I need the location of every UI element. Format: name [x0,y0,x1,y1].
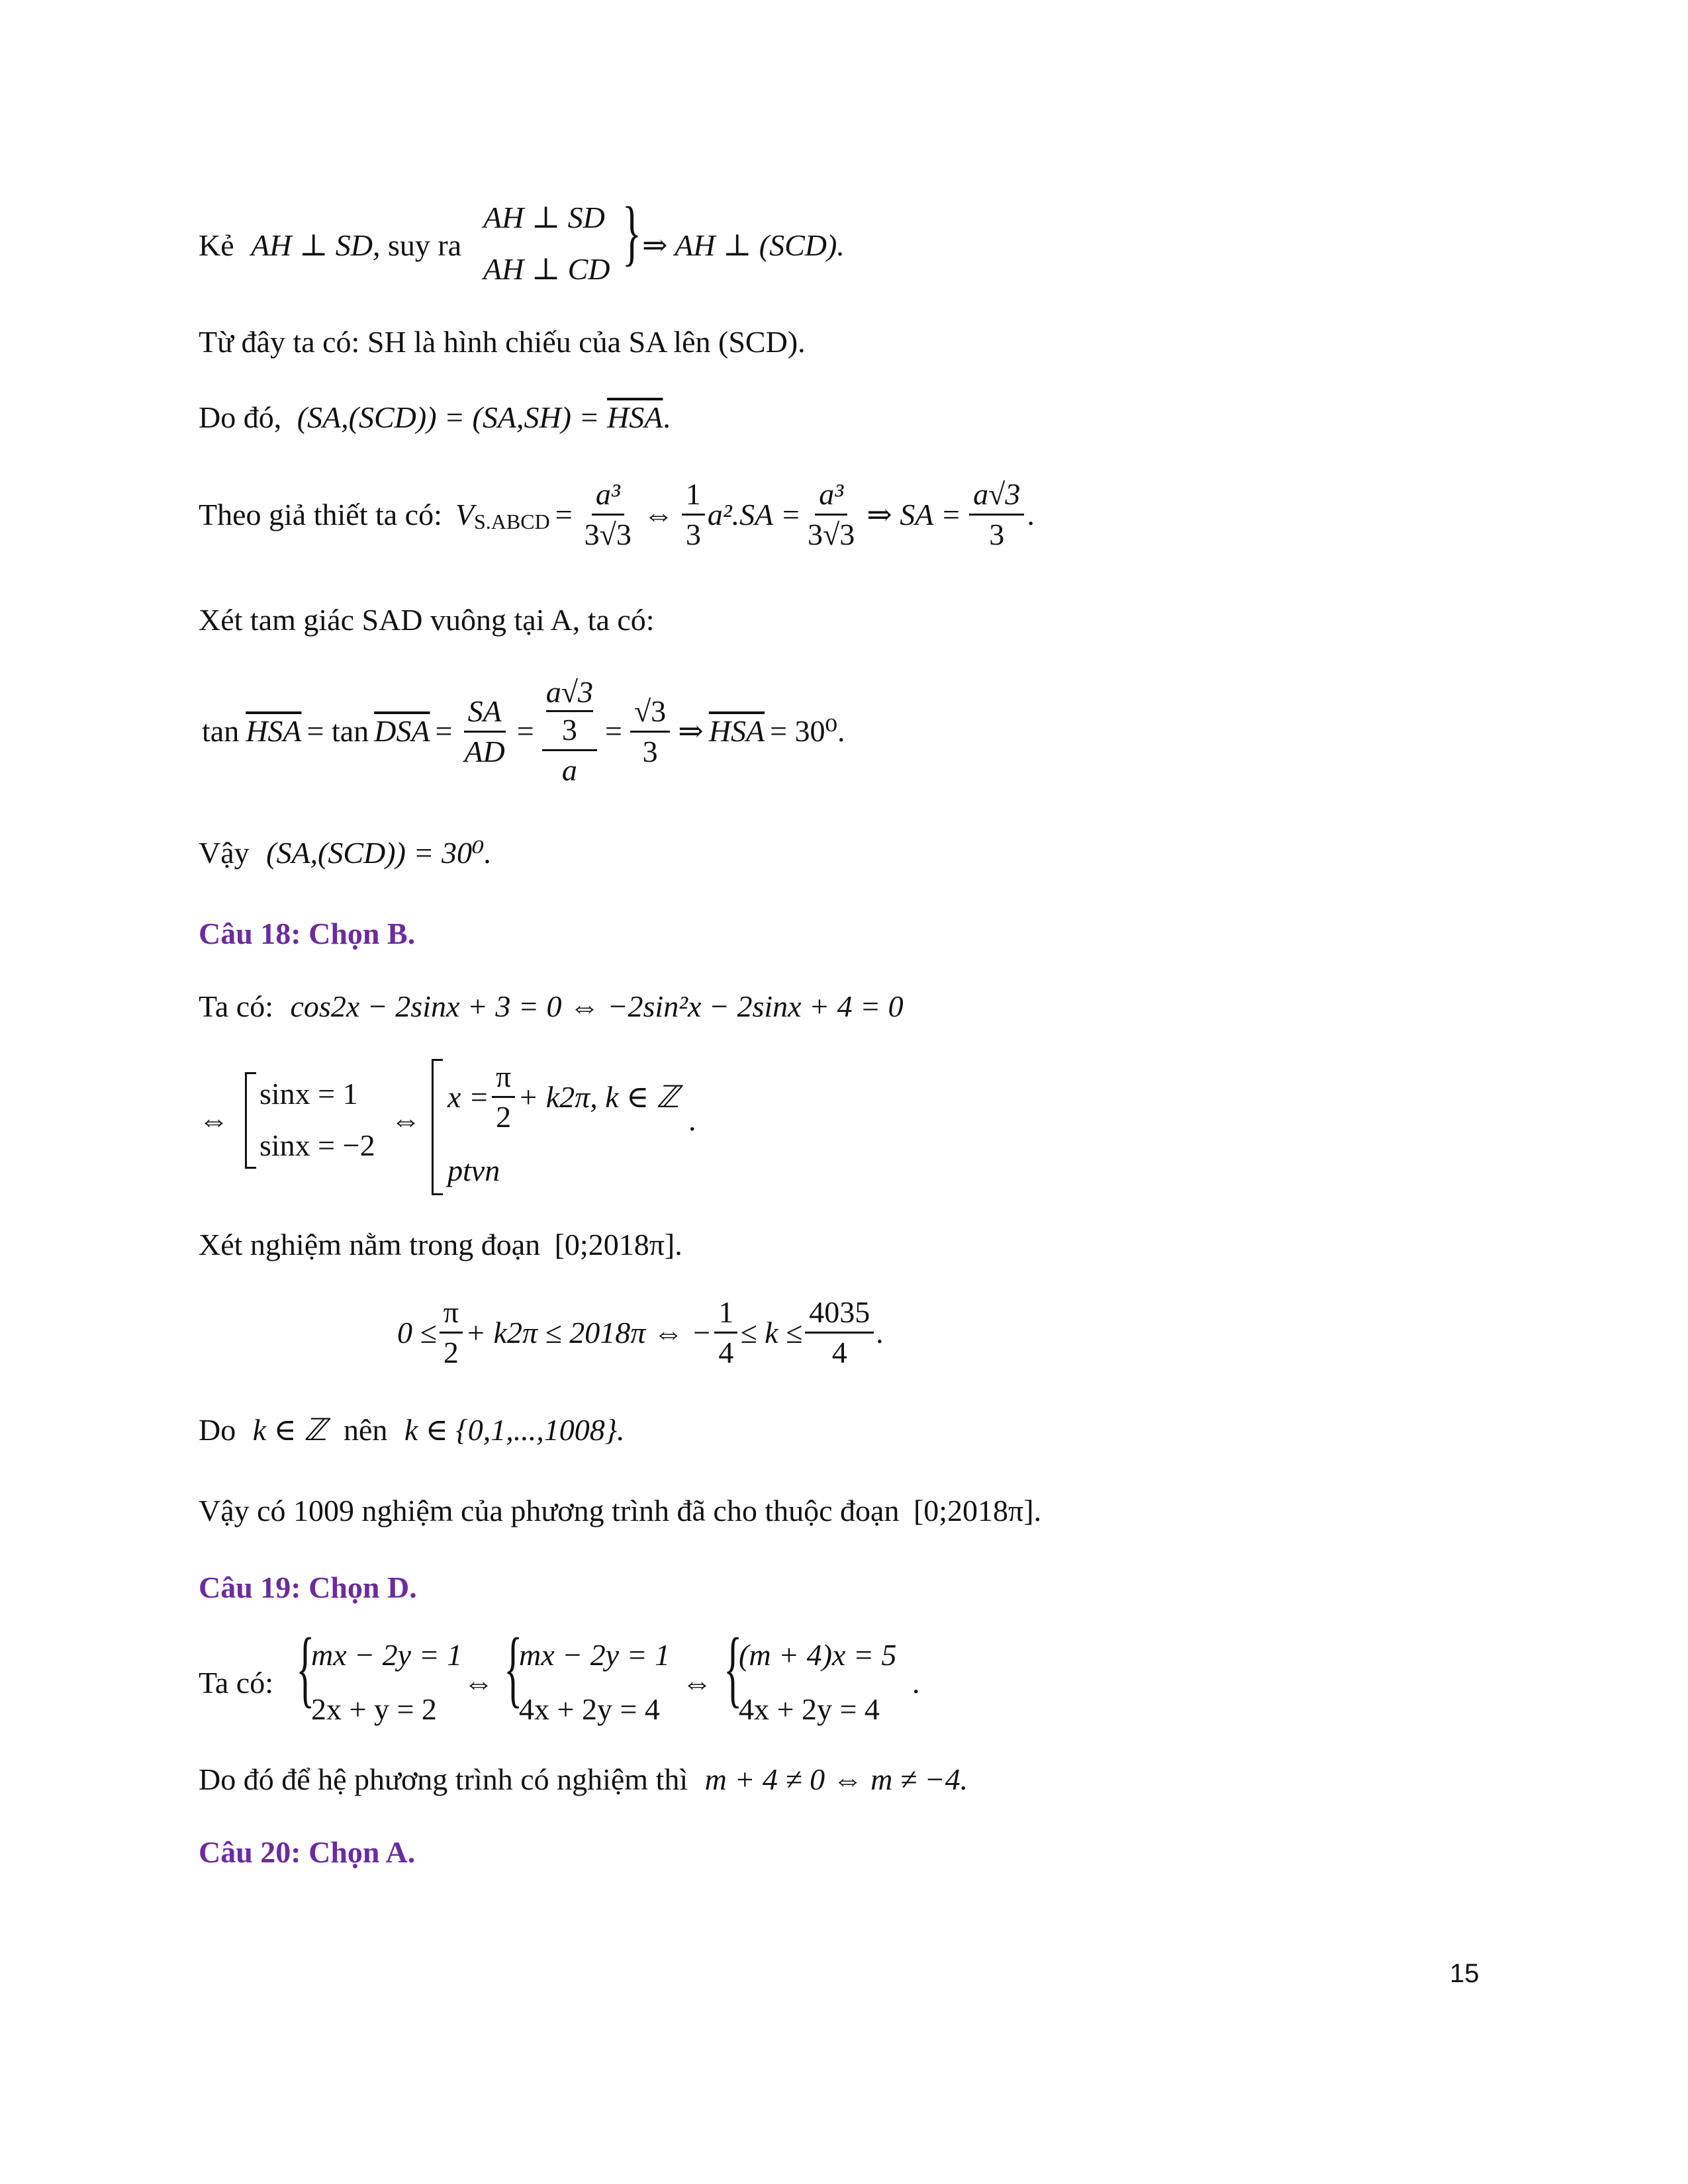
line10-interval: [0;2018π] [554,1228,675,1261]
line14-iff2: ⇔ [682,1666,712,1700]
line1-result: ⇒ AH ⊥ (SCD). [642,228,845,262]
line4-frac2: $\frac{1}{3}$ [682,479,705,550]
line1-system-bottom: AH ⊥ CD [483,252,610,286]
line-1 [199,230,461,261]
line3-lead: Do đó, [199,400,282,434]
line4-vsub: S.ABCD [473,509,550,533]
line-3 [199,402,671,433]
line8-expr: cos2x − 2sinx + 3 = 0 ⇔ −2sin²x − 2sinx + 4 = 0 [290,989,904,1023]
line6-frac3: $\frac{√3}{3}$ [630,696,670,767]
line14-tail: . [912,1666,920,1700]
line-6 [202,668,845,794]
line14-iff1: ⇔ [463,1666,494,1700]
line9-a1: sinx = 1 [259,1077,358,1111]
line7-lead: Vậy [199,836,250,870]
line-2: Từ đây ta có: SH là hình chiếu của SA lên (SCD). [199,325,806,359]
line14-brace1: { [296,1621,315,1716]
line6-eq2: = [435,714,453,748]
line7-expr: (SA,(SCD)) = 30⁰. [266,836,492,870]
line6-frac1: $\frac{SA}{AD}$ [464,694,505,768]
line9-b1: x = $\frac{\pi}{2}$ + k2π, k ∈ ℤ [447,1060,679,1134]
line-7 [199,838,492,868]
line4-mid: a².SA = [707,497,801,531]
line-12: Do k ∈ ℤ nên k ∈ {0,1,...,1008}. [199,1413,625,1447]
line4-imp: ⇒ SA = [867,497,962,531]
line4-tail: . [1027,497,1035,531]
line14-s2b: 4x + 2y = 4 [519,1692,660,1726]
line9-b2: ptvn [447,1154,500,1187]
line8-lead: Ta có: [199,989,274,1023]
line-11: 0 ≤ $\frac{\pi}{2}$ + k2π ≤ 2018π ⇔ − $\frac{1}{4}$ ≤ k ≤ $\frac{4035}{4}$ . [397,1295,884,1369]
line1-system-top: AH ⊥ SD [483,201,605,234]
line10-text: Xét nghiệm nằm trong đoạn [199,1228,541,1261]
line4-frac4: $\frac{a√3}{3}$ [969,479,1024,550]
line-13: Vậy có 1009 nghiệm của phương trình đã cho thuộc đoạn [0;2018π]. [199,1494,1042,1527]
line9-a2: sinx = −2 [259,1128,375,1162]
line4-eq: = [555,497,573,531]
line6-res: = 30⁰. [770,714,845,748]
line1-right-brace: } [622,192,641,273]
page-number: 15 [1450,1959,1479,1988]
line14-lead: Ta có: [199,1666,274,1700]
line4-frac3: $\frac{\text{a³}}{3√3}$ [808,477,855,551]
heading-cau-18: Câu 18: Chọn B. [199,917,416,950]
line4-lead: Theo giả thiết ta có: [199,497,442,531]
line6-eq1: = tan [306,714,369,748]
line3-expr: (SA,(SCD)) = (SA,SH) = [297,400,600,434]
heading-cau-20: Câu 20: Chọn A. [199,1835,416,1869]
line6-imp: ⇒ [678,714,704,748]
line1-lead: Kẻ [199,228,234,262]
line14-s1b: 2x + y = 2 [311,1692,437,1726]
line14-brace3: { [724,1621,743,1716]
line9-tail: . [688,1103,696,1137]
line-5: Xét tam giác SAD vuông tại A, ta có: [199,603,655,637]
line3-angle: $\overline{HSA}$ [607,400,663,434]
line1-mid: , suy ra [372,228,462,262]
line9-iff2: ⇔ [391,1103,421,1137]
line6-ang2: $\overline{DSA}$ [374,714,430,748]
line4-frac1: $\frac{\text{a³}}{3√3}$ [584,477,632,551]
line3-tail: . [663,400,671,434]
line14-s1a: mx − 2y = 1 [311,1638,463,1672]
line6-ang3: $\overline{HSA}$ [708,714,765,748]
line-10: Xét nghiệm nằm trong đoạn [0;2018π]. [199,1228,682,1261]
line6-tan1: tan [202,714,240,748]
line6-eq3: = [516,714,534,748]
line9-iff: ⇔ [199,1103,229,1137]
line-15: Do đó để hệ phương trình có nghiệm thì m + 4 ≠ 0 ⇔ m ≠ −4. [199,1762,968,1796]
line9-bracket1 [245,1072,256,1169]
line14-brace2: { [504,1621,523,1716]
heading-cau-19: Câu 19: Chọn D. [199,1570,417,1604]
line6-frac2: a√3 3 a [542,677,597,786]
line6-ang1: $\overline{HSA}$ [246,714,302,748]
line14-s3a: (m + 4)x = 5 [739,1638,897,1672]
line1-eq1: AH ⊥ SD [251,228,373,262]
line-8 [199,991,904,1022]
line9-bracket2 [432,1059,443,1195]
line6-eq4: = [604,714,622,748]
line-4 [199,479,1035,550]
line14-s3b: 4x + 2y = 4 [739,1692,880,1726]
line4-v: V [455,497,474,531]
line14-s2a: mx − 2y = 1 [519,1638,671,1672]
line4-iff: ⇔ [643,497,674,531]
